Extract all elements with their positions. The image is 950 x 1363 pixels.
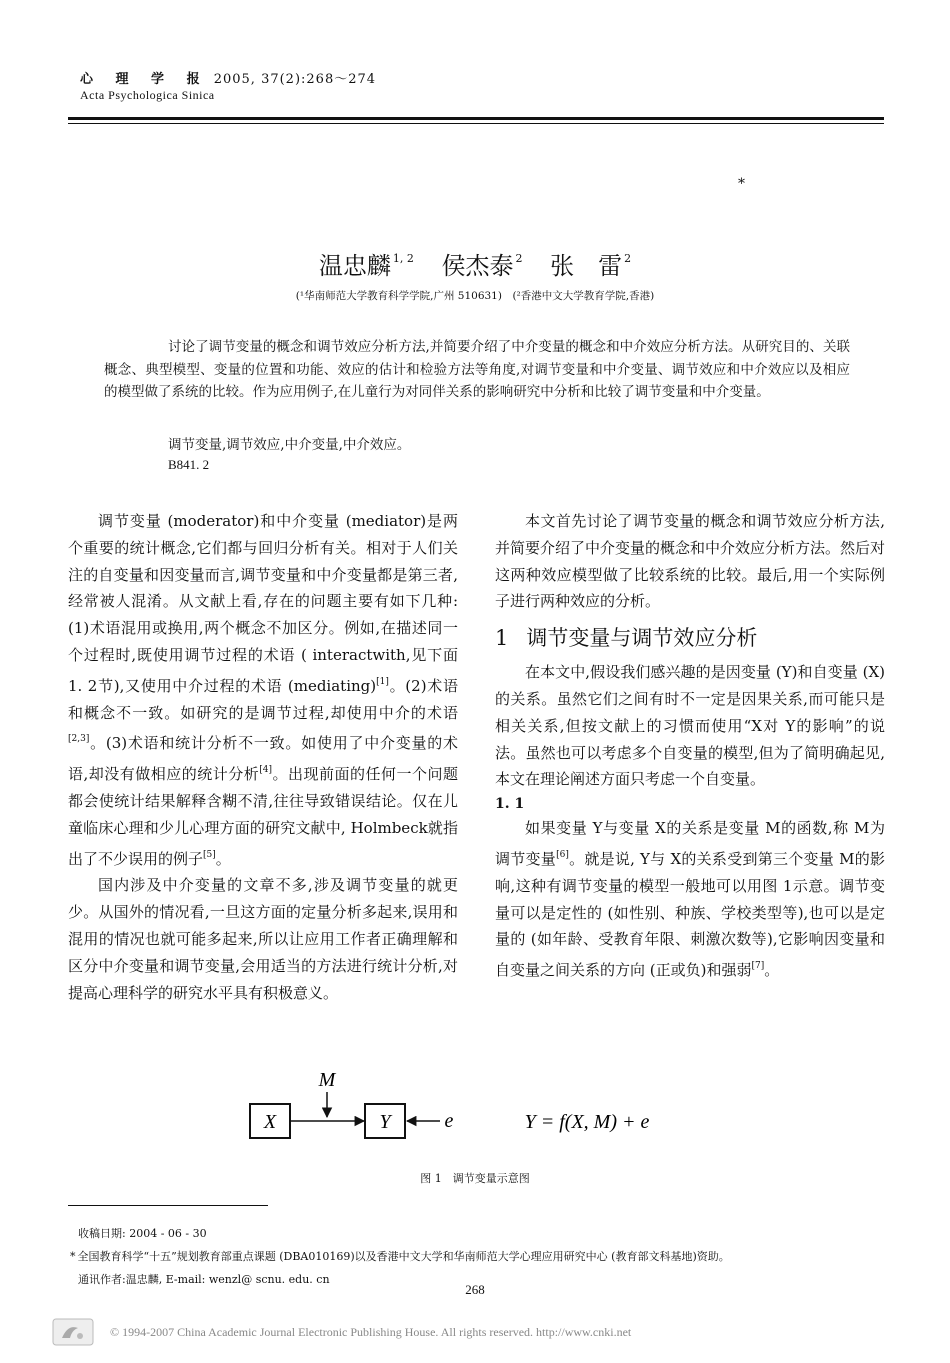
citation-ref[interactable]: [6] [556,849,569,860]
author-name: 侯杰泰 [441,252,514,280]
text: 。(2)术语和概念不一致。如研究的是调节过程,却使用中介的术语 [68,676,459,722]
footnote-rule [68,1205,268,1206]
author-name: 张 雷 [550,252,623,280]
figure-caption: 图 1 调节变量示意图 [420,1172,530,1185]
label-e: e [444,1110,454,1132]
text: 。 [764,961,780,980]
citation: 2005, 37(2):268～274 [213,72,377,87]
citation-ref[interactable]: [4] [259,765,272,776]
citation-ref[interactable]: [1] [376,676,389,687]
moderator-diagram [0,1058,950,1168]
funding-note [70,1248,730,1264]
paragraph [495,815,885,984]
paragraph: 本文首先讨论了调节变量的概念和调节效应分析方法,并简要介绍了中介变量的概念和中介效应分析方法。然后对这两种效应模型做了比较系统的比较。最后,用一个实际例子进行两种效应的分析。 [495,512,886,611]
cnki-logo-icon [52,1318,94,1346]
citation-ref[interactable]: [7] [751,961,765,972]
cnki-footer [0,1314,950,1363]
author-3 [550,252,631,280]
citation-ref[interactable]: [2,3] [68,734,90,745]
author-sup: 2 [624,252,632,265]
subsection-heading: 1. 1 [495,796,525,813]
label-y: Y [379,1111,391,1133]
author-2 [442,252,523,280]
citation-ref[interactable]: [5] [203,849,216,860]
journal-header [80,68,376,87]
header-rule-thick [68,117,884,120]
author-1 [319,252,414,280]
received-date: 收稿日期: 2004 - 06 - 30 [78,1227,207,1240]
text: 。就是说, Y与 X的关系受到第三个变量 M的影响,这种有调节变量的模型一般地可以用图 1示意。调节变量可以是定性的 (如性别、种族、学校类型等),也可以是定量的 (如年龄、受教育年限、刺激次数等),它影响因变量和自变量之间关系的方向 (正或负)和强弱 [495,849,885,980]
journal-name-en: Acta Psychologica Sinica [80,88,215,102]
paragraph [68,508,458,872]
text: 。出现前面的任何一个问题都会使统计结果解释含糊不清,往往导致错误结论。仅在儿童临床心理和少儿心理方面的研究文献中, Holmbeck就指出了不少误用的例子 [68,765,458,868]
label-x: X [263,1111,277,1133]
funding-text: 全国教育科学“十五”规划教育部重点课题 (DBA010169)以及香港中文大学和华南师范大学心理应用研究中心 (教育部文科基地)资助。 [77,1250,730,1263]
author-sup: 1, 2 [392,252,414,265]
label-m: M [318,1069,336,1091]
authors [0,246,950,281]
contact-author: 通讯作者:温忠麟, E-mail: wenzl@ scnu. edu. cn [78,1273,330,1286]
footnote-mark: * [70,1250,76,1263]
equation: Y = f(X, M) + e [524,1111,650,1133]
section-heading [495,621,885,655]
right-column [495,508,885,984]
title-footnote-mark: * [738,176,745,192]
abstract: 讨论了调节变量的概念和调节效应分析方法,并简要介绍了中介变量的概念和中介效应分析方法。从研究目的、关联概念、典型模型、变量的位置和功能、效应的估计和检验方法等角度,对调节变量和中介变量、调节效应和中介效应以及相应的模型做了系统的比较。作为应用例子,在儿童行为对同伴关系的影响研究中分析和比较了调节变量和中介变量。 [104,339,850,400]
page-number: 268 [465,1282,485,1297]
section-title: 调节变量与调节效应分析 [526,626,758,651]
author-sup: 2 [515,252,523,265]
text: 如果变量 Y与变量 X的关系是变量 M的函数,称 M为调节变量 [495,819,885,868]
header-rule-thin [68,123,884,124]
section-number: 1 [495,626,509,651]
paragraph: 国内涉及中介变量的文章不多,涉及调节变量的就更少。从国外的情况看,一旦这方面的定量分析多起来,误用和混用的情况也就可能多起来,所以让应用工作者正确理解和区分中介变量和调节变量,会用适当的方法进行统计分析,对提高心理科学的研究水平具有积极意义。 [68,876,458,1002]
affiliations: (¹华南师范大学教育科学学院,广州 510631) (²香港中文大学教育学院,香港) [295,290,655,302]
keywords: 调节变量,调节效应,中介变量,中介效应。 [168,437,411,453]
left-column [68,508,458,1006]
text: 。 [215,849,231,868]
paragraph: 在本文中,假设我们感兴趣的是因变量 (Y)和自变量 (X)的关系。虽然它们之间有时不一定是因果关系,而可能只是相关关系,但按文献上的习惯而使用“X对 Y的影响”的说法。虽然也可以考虑多个自变量的模型,但为了简明确起见,本文在理论阐述方面只考虑一个自变量。 [495,663,885,789]
author-name: 温忠麟 [318,252,391,280]
journal-name: 心 理 学 报 [80,72,209,87]
text: 调节变量 (moderator)和中介变量 (mediator)是两个重要的统计概念,它们都与回归分析有关。相对于人们关注的自变量和因变量而言,调节变量和中介变量都是第三者,经常被人混淆。从文献上看,存在的问题主要有如下几种: (1)术语混用或换用,两个概念不加区分。例如,在描述同一个过程时,既使用调节过程的术语 ( interactwith,见下面 1. 2节),又使用中介过程的术语 (mediating) [68,512,458,695]
classification-code: B841. 2 [168,457,210,472]
copyright-text: © 1994-2007 China Academic Journal Electronic Publishing House. All rights reserved. http://www.cnki.net [110,1325,632,1339]
text: 。(3)术语和统计分析不一致。如使用了中介变量的术语,却没有做相应的统计分析 [68,734,458,784]
